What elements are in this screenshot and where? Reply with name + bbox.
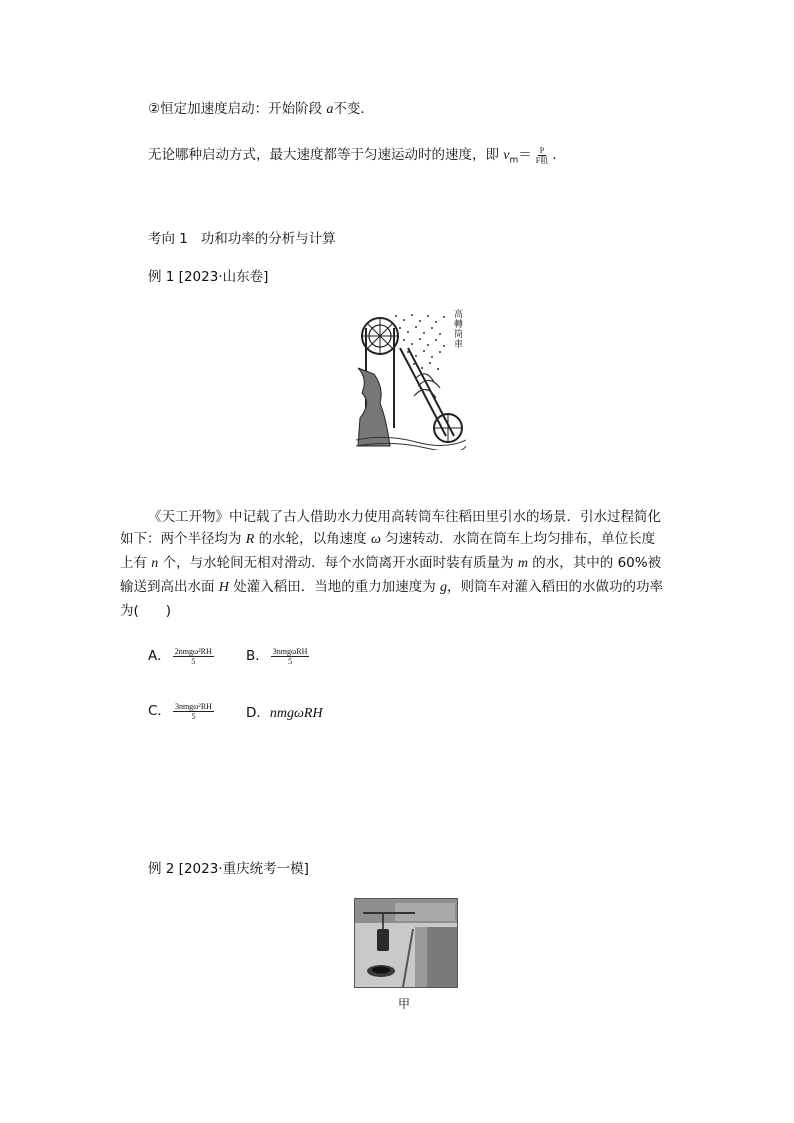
photo-caption: 甲 — [398, 997, 411, 1011]
option-c-fraction: $\frac{\text{3nmgω²RH}}{5}$ — [174, 701, 212, 721]
problem-line-3: 上有 n 个，与水轮间无相对滑动．每个水筒离开水面时装有质量为 m 的水，其中的 60%被 — [120, 555, 662, 571]
water-wheel-illustration — [356, 308, 466, 450]
option-a[interactable]: A． $\frac{\text{2nmgω²RH}}{5}$ — [148, 646, 212, 666]
water-wheel-drawing — [356, 308, 466, 450]
option-c[interactable]: C． $\frac{\text{3nmgω²RH}}{5}$ — [148, 701, 212, 721]
section-heading: 考向 1 功和功率的分析与计算 — [148, 231, 336, 247]
problem-line-4: 输送到高出水面 H 处灌入稻田．当地的重力加速度为 g，则筒车对灌入稻田的水做功的功率 — [120, 579, 664, 595]
example2-label: 例 2 [2023·重庆统考一模] — [148, 861, 309, 877]
well-photo-drawing — [355, 899, 457, 987]
max-speed-fraction: $\frac{P}{\text{F阻}}$ — [535, 145, 549, 165]
option-a-fraction: $\frac{\text{2nmgω²RH}}{5}$ — [174, 646, 212, 666]
option-b-fraction: $\frac{\text{3nmgωRH}}{5}$ — [272, 646, 308, 666]
option-d[interactable]: D．nmgωRH — [246, 705, 323, 721]
example1-label: 例 1 [2023·山东卷] — [148, 269, 269, 285]
well-photo — [354, 898, 458, 988]
constant-accel-line: ②恒定加速度启动：开始阶段 a不变． — [148, 101, 374, 117]
option-b[interactable]: B． $\frac{\text{3nmgωRH}}{5}$ — [246, 646, 308, 666]
problem-line-1: 《天工开物》中记载了古人借助水力使用高转筒车往稻田里引水的场景．引水过程简化 — [148, 509, 661, 525]
problem-line-2: 如下：两个半径均为 R 的水轮，以角速度 ω 匀速转动．水筒在筒车上均匀排布，单位长度 — [120, 531, 656, 547]
problem-line-5: 为( ) — [120, 603, 172, 619]
max-speed-line: 无论哪种启动方式，最大速度都等于匀速运动时的速度，即 $v_m=$ $\frac{P}{\text{F阻}}$ . — [148, 145, 557, 166]
figure-vertical-caption: 高轉筒車 — [453, 310, 463, 350]
